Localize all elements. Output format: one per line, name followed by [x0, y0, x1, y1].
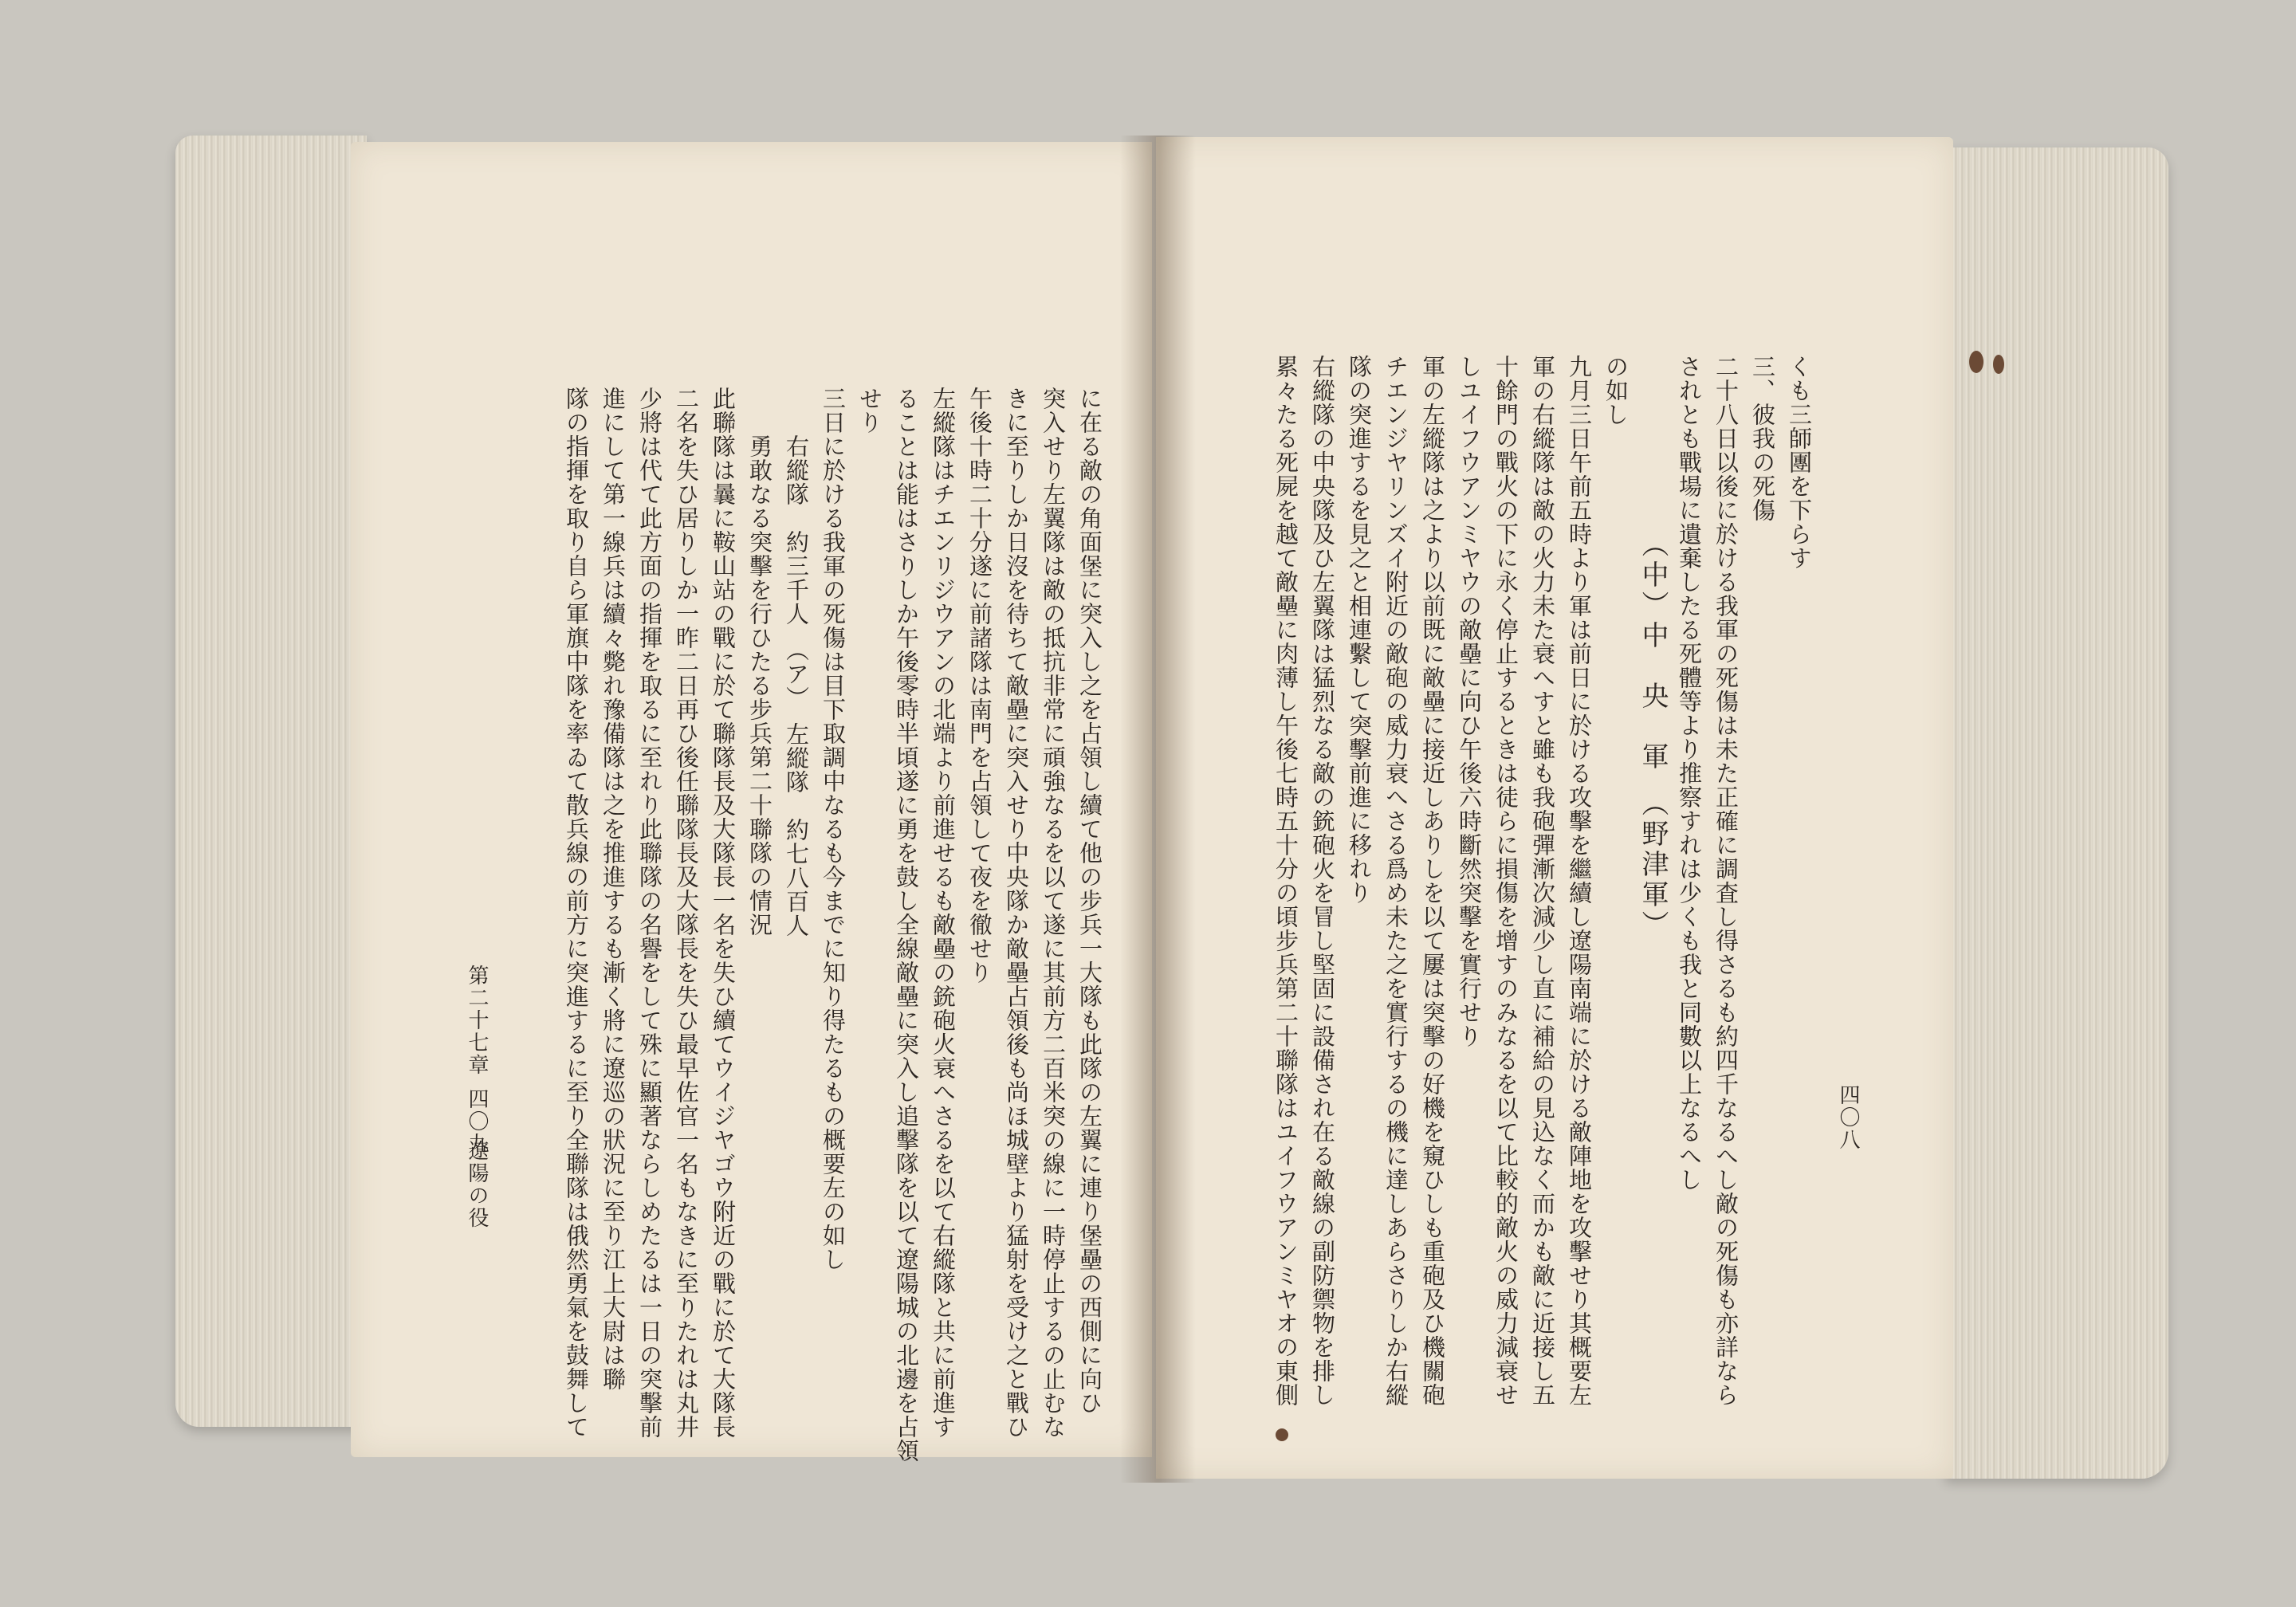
text-line: チエンジヤリンズイ附近の敵砲の威力衰へさる爲め未た之を實行するの機に達しあらさりしか右縱 — [1382, 355, 1409, 1407]
left-page-text — [446, 387, 1108, 1463]
right-page-number: 四〇八 — [1836, 1084, 1860, 1151]
text-line: くも三師團を下らす — [1786, 355, 1813, 570]
text-line: 左縱隊はチエンリジウアンの北端より前進せるも敵壘の銃砲火衰へさるを以て右縱隊と共に前進す — [930, 387, 957, 1439]
left-page-number: 四〇九 — [465, 1088, 489, 1155]
text-line: 十餘門の戰火の下に永く停止するときは徒らに損傷を增すのみなるを以て比較的敵火の威力減衰せ — [1492, 355, 1520, 1407]
text-line: 突入せり左翼隊は敵の抵抗非常に頑強なるを以て遂に其前方二百米突の線に一時停止するの止むな — [1040, 387, 1067, 1439]
text-line: 進にして第一線兵は續々斃れ豫備隊は之を推進するも漸く將に遼巡の狀況に至り江上大尉は聯 — [600, 387, 627, 1391]
section-heading: （中）中 央 軍 （野津軍） — [1637, 530, 1669, 941]
text-line: 此聯隊は曩に鞍山站の戰に於て聯隊長及大隊長一名を失ひ續てウイジヤゴウ附近の戰に於て大隊長 — [710, 387, 737, 1439]
text-line: の如し — [1602, 355, 1630, 426]
text-line: 隊の突進するを見之と相連繫して突擊前進に移れり — [1346, 355, 1373, 905]
text-line: せり — [856, 387, 883, 434]
text-line: 三日に於ける我軍の死傷は目下取調中なるも今までに知り得たるもの概要左の如し — [820, 387, 847, 1271]
left-page-edges — [175, 136, 367, 1427]
running-head-chapter: 第二十七章 — [465, 965, 489, 1076]
text-line: しユイフウアンミヤウの敵壘に向ひ午後六時斷然突擊を實行せり — [1456, 355, 1483, 1048]
ink-stain — [1276, 1428, 1288, 1441]
text-line: 隊の指揮を取り自ら軍旗中隊を率ゐて散兵線の前方に突進するに至り全聯隊は俄然勇氣を鼓舞して — [563, 387, 590, 1439]
text-line: 三、彼我の死傷 — [1749, 355, 1776, 522]
text-line: 二名を失ひ居りしか一昨二日再ひ後任聯隊長及大隊長を失ひ最早佐官一名もなきに至りたれは丸井 — [673, 387, 700, 1439]
text-line: されとも戰場に遺棄したる死體等より推察すれは少くも我と同數以上なるへし — [1676, 355, 1703, 1192]
running-head-title: 遼陽の役 — [465, 1140, 489, 1229]
text-line: 九月三日午前五時より軍は前日に於ける攻擊を繼續し遼陽南端に於ける敵陣地を攻擊せり其概要左 — [1566, 355, 1593, 1407]
right-page-text — [1172, 355, 1818, 1407]
text-line: 右縱隊の中央隊及ひ左翼隊は猛烈なる敵の銃砲火を冒し堅固に設備され在る敵線の副防禦物を排し — [1309, 355, 1336, 1407]
text-line: 午後十時二十分遂に前諸隊は南門を占領して夜を徹せり — [966, 387, 993, 984]
text-line: 累々たる死屍を越て敵壘に肉薄し午後七時五十分の頃步兵第二十聯隊はユイフウアンミヤオの東側 — [1272, 355, 1299, 1407]
text-line: 勇敢なる突擊を行ひたる步兵第二十聯隊の情況 — [746, 434, 773, 937]
ink-stain — [1993, 355, 2004, 374]
right-page-edges — [1945, 147, 2168, 1479]
text-line: 右縱隊 約三千人 （ア） 左縱隊 約七八百人 — [783, 434, 810, 937]
text-line: に在る敵の角面堡に突入し之を占領し續て他の步兵一大隊も此隊の左翼に連り堡壘の西側に向ひ — [1076, 387, 1103, 1415]
text-line: ることは能はさりしか午後零時半頃遂に勇を鼓し全線敵壘に突入し追擊隊を以て遼陽城の北邊を占領 — [893, 387, 920, 1463]
text-line: 少將は代て此方面の指揮を取るに至れり此聯隊の名譽をして殊に顯著ならしめたるは一日の突擊前 — [636, 387, 663, 1439]
text-line: 二十八日以後に於ける我軍の死傷は未た正確に調査し得さるも約四千なるへし敵の死傷も亦詳なら — [1712, 355, 1740, 1407]
text-line: きに至りしか日沒を待ちて敵壘に突入せり中央隊か敵壘占領後も尚ほ城壁より猛射を受け之と戰ひ — [1003, 387, 1030, 1439]
text-line: 軍の右縱隊は敵の火力未た衰へすと雖も我砲彈漸次減少し直に補給の見込なく而かも敵に近接し五 — [1529, 355, 1556, 1407]
text-line: 軍の左縱隊は之より以前既に敵壘に接近しありしを以て屢は突擊の好機を窺ひしも重砲及ひ機關砲 — [1419, 355, 1446, 1407]
ink-stain — [1969, 351, 1983, 373]
